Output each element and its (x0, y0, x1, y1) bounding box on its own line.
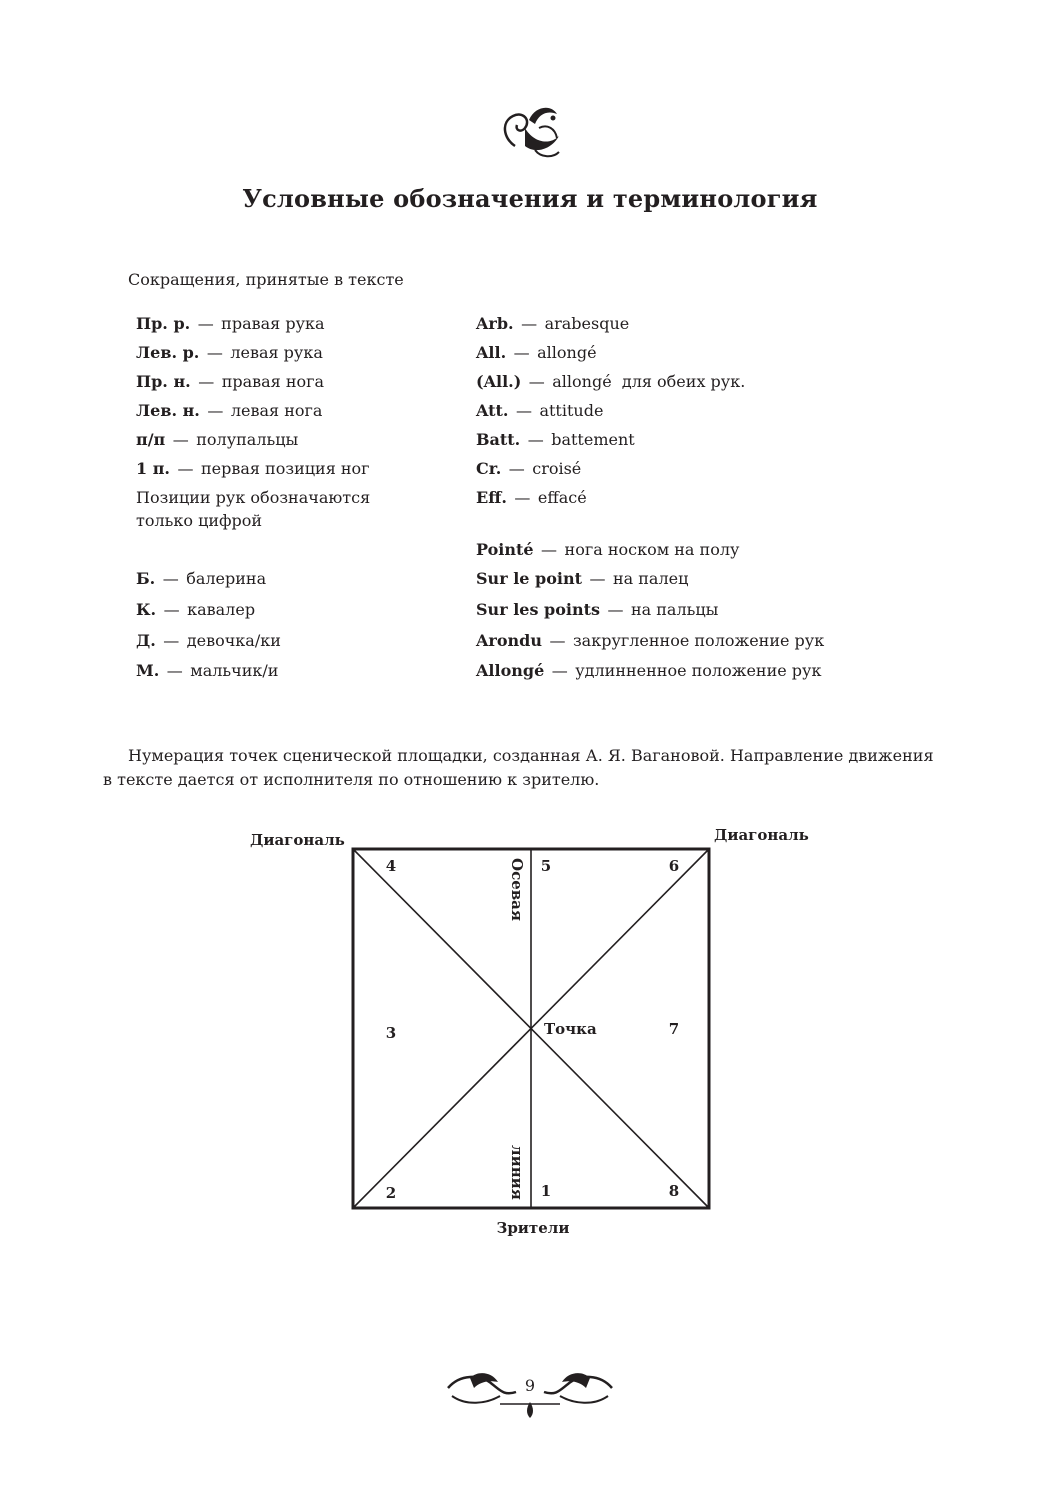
abbr-dash: — (508, 459, 525, 478)
arm-positions-note-line1: Позиции рук обозначаются (136, 488, 371, 507)
abbr-term: Arb. (476, 314, 514, 333)
diagonal-label-right: Диагональ (714, 826, 809, 844)
point-7: 7 (668, 1020, 680, 1038)
point-8: 8 (668, 1182, 680, 1200)
abbr-meaning: закругленное положение рук (572, 631, 825, 650)
audience-label: Зрители (496, 1219, 570, 1237)
abbr-meaning: первая позиция ног (200, 459, 370, 478)
abbr-meaning: на пальцы (630, 600, 719, 619)
abbr-dash: — (607, 600, 624, 619)
abbr-term: Лев. р. (136, 343, 200, 362)
abbr-term: Arondu (476, 631, 542, 650)
abbr-dash: — (197, 314, 214, 333)
abbr-term: 1 п. (136, 459, 170, 478)
stage-paragraph-line2: в тексте дается от исполнителя по отношению к зрителю. (103, 770, 600, 789)
abbr-term: Sur les points (476, 600, 600, 619)
abbr-dash: — (551, 661, 568, 680)
abbr-dash: — (162, 569, 179, 588)
abbr-term: Sur le point (476, 569, 582, 588)
point-4: 4 (385, 857, 397, 875)
abbr-term: К. (136, 600, 157, 619)
abbr-term: Att. (476, 401, 509, 420)
abbr-dash: — (163, 631, 180, 650)
abbr-term: Pointé (476, 540, 534, 559)
abbr-dash: — (528, 372, 545, 391)
abbr-meaning: effacé (537, 488, 587, 507)
abbr-dash: — (513, 343, 530, 362)
abbr-meaning: удлинненное положение рук (575, 661, 822, 680)
abbr-meaning: девочка/ки (186, 631, 281, 650)
stage-paragraph-line1: Нумерация точек сценической площадки, созданная А. Я. Вагановой. Направление движения (128, 746, 934, 765)
abbr-term: п/п (136, 430, 166, 449)
abbr-term: Д. (136, 631, 156, 650)
abbr-dash: — (207, 401, 224, 420)
abbr-dash: — (515, 401, 532, 420)
axis-label-top: Осевая (508, 858, 526, 921)
abbr-term: Пр. р. (136, 314, 191, 333)
abbr-term: (All.) (476, 372, 522, 391)
abbr-dash: — (172, 430, 189, 449)
abbr-term: Б. (136, 569, 156, 588)
abbr-dash: — (206, 343, 223, 362)
diagonal-label-left: Диагональ (250, 831, 345, 849)
abbr-dash: — (521, 314, 538, 333)
abbr-dash: — (589, 569, 606, 588)
abbr-meaning: правая рука (221, 314, 325, 333)
abbr-meaning: arabesque (544, 314, 630, 333)
abbr-meaning: croisé (532, 459, 582, 478)
abbr-meaning: нога носком на полу (564, 540, 740, 559)
abbr-term: М. (136, 661, 160, 680)
point-6: 6 (668, 857, 680, 875)
abbr-meaning: полупальцы (196, 430, 299, 449)
abbr-term: Cr. (476, 459, 502, 478)
point-2: 2 (385, 1184, 397, 1202)
abbr-term: Лев. н. (136, 401, 200, 420)
abbr-meaning: allongé (537, 343, 597, 362)
abbr-term: Пр. н. (136, 372, 191, 391)
point-5: 5 (540, 857, 552, 875)
abbr-meaning: левая рука (230, 343, 323, 362)
abbr-term: Eff. (476, 488, 507, 507)
abbr-meaning: мальчик/и (190, 661, 279, 680)
abbr-dash: — (527, 430, 544, 449)
abbr-dash: — (163, 600, 180, 619)
point-3: 3 (385, 1024, 397, 1042)
abbr-term: Allongé (476, 661, 545, 680)
abbr-meaning: attitude (539, 401, 604, 420)
page-title: Условные обозначения и терминология (242, 184, 818, 213)
arm-positions-note-line2: только цифрой (136, 511, 263, 530)
abbr-term: Batt. (476, 430, 521, 449)
abbr-meaning: battement (551, 430, 635, 449)
page-number: 9 (524, 1376, 536, 1395)
point-1: 1 (540, 1182, 552, 1200)
abbr-dash: — (514, 488, 531, 507)
abbr-meaning: allongé для обеих рук. (552, 372, 746, 391)
abbr-meaning: кавалер (187, 600, 256, 619)
abbr-meaning: балерина (186, 569, 267, 588)
abbr-dash: — (541, 540, 558, 559)
abbr-dash: — (177, 459, 194, 478)
center-point-label: Точка (544, 1020, 597, 1038)
abbreviations-intro: Сокращения, принятые в тексте (128, 270, 404, 289)
abbr-meaning: на палец (612, 569, 689, 588)
abbr-meaning: левая нога (230, 401, 323, 420)
abbr-meaning: правая нога (221, 372, 325, 391)
abbr-dash: — (166, 661, 183, 680)
axis-label-bottom: линия (508, 1145, 526, 1200)
abbr-dash: — (198, 372, 215, 391)
abbr-dash: — (549, 631, 566, 650)
abbr-term: All. (476, 343, 507, 362)
